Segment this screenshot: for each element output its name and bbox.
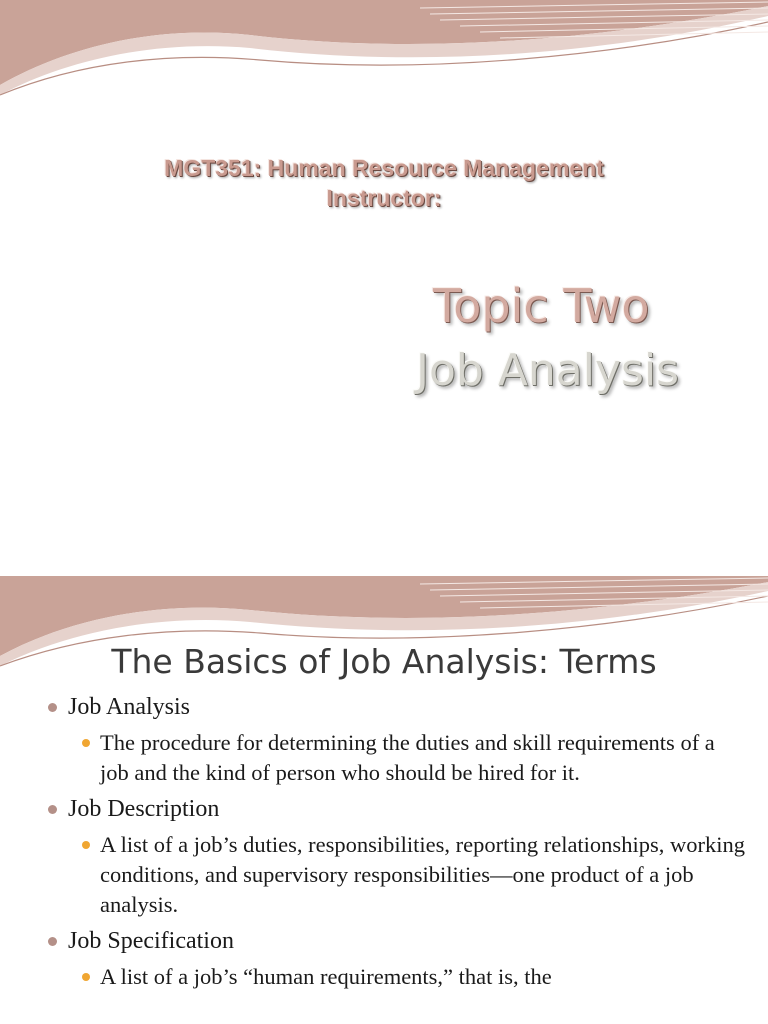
term-label: Job Specification [68,928,234,954]
list-item-term [48,926,748,956]
header-swoosh-decoration [0,0,768,110]
list-item-definition [100,830,748,920]
definition-text: The procedure for determining the duties and skill requirements of a job and the kind of person who should be hired for it. [100,730,715,785]
terms-slide [0,576,768,1024]
term-label: Job Description [68,796,220,822]
slide-title: The Basics of Job Analysis: Terms [111,642,657,681]
bullet-icon [82,739,90,747]
bullet-icon [48,703,57,712]
term-label: Job Analysis [68,694,191,720]
instructor-label: Instructor: [326,185,442,211]
topic-name: Job Analysis [416,345,680,396]
bullet-icon [82,841,90,849]
course-title [0,153,768,213]
definition-text: A list of a job’s duties, responsibilities, reporting relationships, working conditions, and supervisory responsibilities—one product of a job analysis. [100,832,745,917]
bullet-icon [48,937,57,946]
bullet-icon [48,805,57,814]
list-item-term [48,692,748,722]
course-title-line1: MGT351: Human Resource Management [164,155,604,181]
list-item-definition [100,728,748,788]
definition-text: A list of a job’s “human requirements,” that is, the [100,964,552,989]
terms-list [48,692,748,998]
topic-number: Topic Two [433,279,650,333]
list-item-definition [100,962,748,992]
list-item-term [48,794,748,824]
bullet-icon [82,973,90,981]
